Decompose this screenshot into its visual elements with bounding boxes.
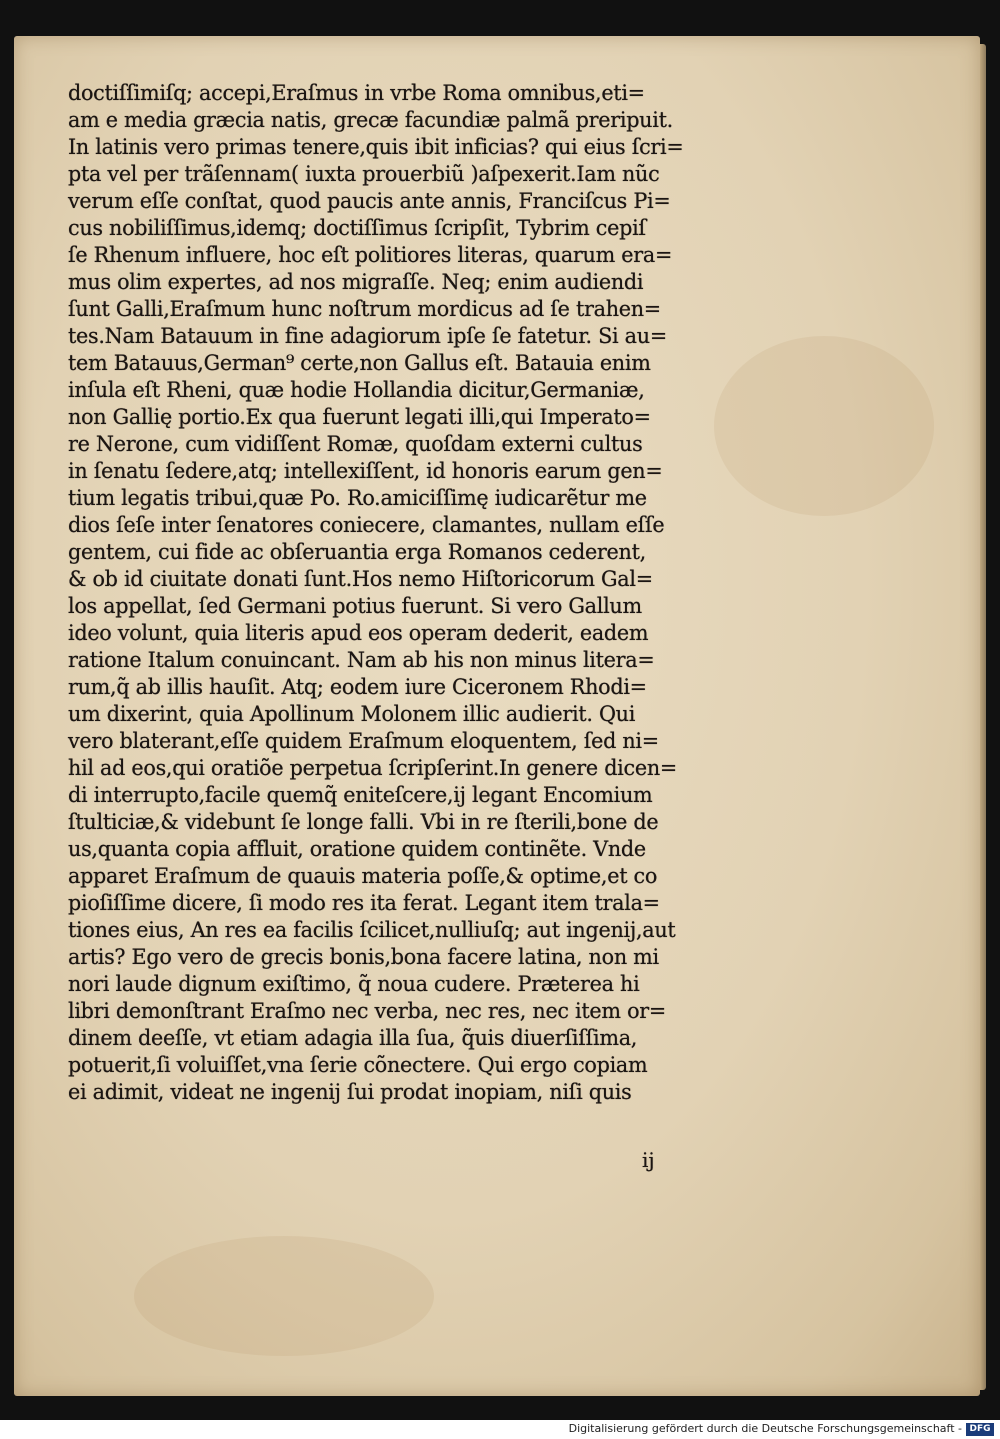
text-line: non Gallię portio.Ex qua fuerunt legati illi,qui Imperato=	[68, 405, 651, 429]
text-line: vero blaterant,eſſe quidem Eraſmum eloquentem, ſed ni=	[68, 729, 659, 753]
page-text	[68, 80, 728, 1106]
text-line: ſunt Galli,Eraſmum hunc noſtrum mordicus ad ſe trahen=	[68, 297, 661, 321]
page-edge	[980, 44, 986, 1390]
text-line: potuerit,ſi voluiſſet,vna ſerie cõnectere. Qui ergo copiam	[68, 1053, 648, 1077]
text-line: pta vel per trãſennam( iuxta prouerbiũ )aſpexerit.Iam nũc	[68, 162, 660, 186]
paper-stain	[134, 1236, 434, 1356]
text-line: tes.Nam Batauum in fine adagiorum ipſe ſe fatetur. Si au=	[68, 324, 667, 348]
footer-bar	[0, 1420, 1000, 1439]
dfg-logo: DFG	[966, 1423, 994, 1436]
text-line: & ob id ciuitate donati ſunt.Hos nemo Hiſtoricorum Gal=	[68, 567, 653, 591]
text-line: ratione Italum conuincant. Nam ab his non minus litera=	[68, 648, 655, 672]
text-line: In latinis vero primas tenere,quis ibit inficias? qui eius ſcri=	[68, 135, 684, 159]
text-line: doctiſſimiſq; accepi,Eraſmus in vrbe Roma omnibus,eti=	[68, 81, 645, 105]
text-line: in ſenatu ſedere,atq; intellexiſſent, id honoris earum gen=	[68, 459, 663, 483]
text-line: ſtulticiæ,& videbunt ſe longe falli. Vbi in re ſterili,bone de	[68, 810, 659, 834]
text-line: am e media græcia natis, grecæ facundiæ palmã preripuit.	[68, 108, 673, 132]
text-line: ei adimit, videat ne ingenij ſui prodat inopiam, niſi quis	[68, 1080, 632, 1104]
text-line: verum eſſe conſtat, quod paucis ante annis, Franciſcus Pi=	[68, 189, 671, 213]
signature-mark: ij	[642, 1148, 655, 1172]
paper-stain	[714, 336, 934, 516]
text-line: apparet Eraſmum de quauis materia poſſe,& optime,et co	[68, 864, 658, 888]
text-line: tem Batauus,German⁹ certe,non Gallus eſt. Batauia enim	[68, 351, 651, 375]
text-line: pioſiſſime dicere, ſi modo res ita ferat. Legant item trala=	[68, 891, 660, 915]
text-line: dinem deeſſe, vt etiam adagia illa ſua, q̃uis diuerſiſſima,	[68, 1026, 638, 1050]
text-line: ideo volunt, quia literis apud eos operam dederit, eadem	[68, 621, 649, 645]
text-line: mus olim expertes, ad nos migraſſe. Neq; enim audiendi	[68, 270, 644, 294]
text-line: libri demonſtrant Eraſmo nec verba, nec res, nec item or=	[68, 999, 666, 1023]
text-line: di interrupto,facile quemq̃ eniteſcere,ij legant Encomium	[68, 783, 653, 807]
text-line: gentem, cui fide ac obſeruantia erga Romanos cederent,	[68, 540, 646, 564]
text-line: re Nerone, cum vidiſſent Romæ, quoſdam externi cultus	[68, 432, 643, 456]
text-line: rum,q̃ ab illis hauſit. Atq; eodem iure Ciceronem Rhodi=	[68, 675, 647, 699]
text-line: cus nobiliſſimus,idemq; doctiſſimus ſcripſit, Tybrim cepiſ	[68, 216, 646, 240]
text-line: ſe Rhenum influere, hoc eſt politiores literas, quarum era=	[68, 243, 673, 267]
text-line: tiones eius, An res ea facilis ſcilicet,nulliuſq; aut ingenij,aut	[68, 918, 676, 942]
text-line: artis? Ego vero de grecis bonis,bona facere latina, non mi	[68, 945, 659, 969]
text-line: inſula eſt Rheni, quæ hodie Hollandia dicitur,Germaniæ,	[68, 378, 645, 402]
funding-note: Digitalisierung gefördert durch die Deutsche Forschungsgemeinschaft -	[568, 1422, 962, 1435]
text-line: los appellat, ſed Germani potius fuerunt. Si vero Gallum	[68, 594, 642, 618]
text-line: nori laude dignum exiſtimo, q̃ noua cudere. Præterea hi	[68, 972, 640, 996]
text-line: dios ſeſe inter ſenatores coniecere, clamantes, nullam eſſe	[68, 513, 665, 537]
text-line: us,quanta copia affluit, oratione quidem continẽte. Vnde	[68, 837, 646, 861]
text-line: um dixerint, quia Apollinum Molonem illic audierit. Qui	[68, 702, 636, 726]
text-line: tium legatis tribui,quæ Po. Ro.amiciſſimę iudicarẽtur me	[68, 486, 647, 510]
text-line: hil ad eos,qui oratiõe perpetua ſcripſerint.In genere dicen=	[68, 756, 677, 780]
